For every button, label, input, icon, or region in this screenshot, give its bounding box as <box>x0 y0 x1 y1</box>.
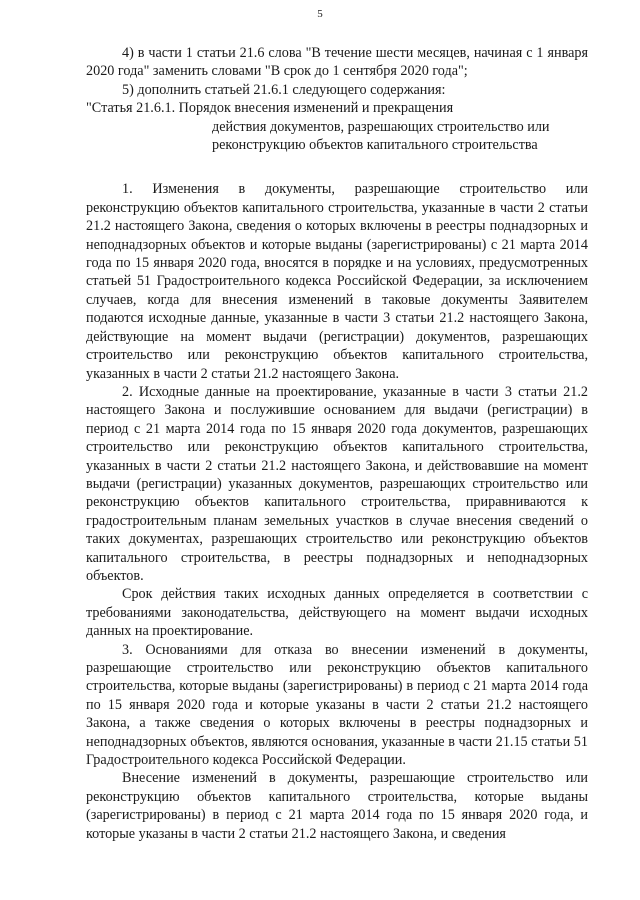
page-number: 5 <box>317 8 323 20</box>
article-heading-title: действия документов, разрешающих строительство или реконструкцию объектов капитального строительства <box>212 118 550 154</box>
article-paragraph-2: 2. Исходные данные на проектирование, указанные в части 3 статьи 21.2 настоящего Закона и послужившие основанием для выдачи (регистрации) в период с 21 марта 2014 года по 15 января 2020 года документов, разрешающих строительство или реконструкцию объектов капитального строительства, указанных в части 2 статьи 21.2 настоящего Закона, и действовавшие на момент выдачи (регистрации) указанных документов, разрешающих строительство или реконструкцию объектов капитального строительства, приравниваются к градостроительным планам земельных участков в случае внесения сведений о таких документах, разрешающих строительство или реконструкцию объектов капитального строительства, в реестры поднадзорных и неподнадзорных объектов. <box>86 383 588 584</box>
article-heading <box>86 99 588 154</box>
article-heading-line1: "Статья 21.6.1. Порядок внесения изменений и прекращения <box>86 100 454 117</box>
article-paragraph-2-validity: Срок действия таких исходных данных определяется в соответствии с требованиями законодательства, действующего на момент выдачи исходных данных на проектирование. <box>86 586 588 640</box>
amendment-item-4: 4) в части 1 статьи 21.6 слова "В течение шести месяцев, начиная с 1 января 2020 года" заменить словами "В срок до 1 сентября 2020 года"; <box>86 45 588 80</box>
article-paragraph-3: 3. Основаниями для отказа во внесении изменений в документы, разрешающие строительство или реконструкцию объектов капитального строительства, которые выданы (зарегистрированы) в период с 21 марта 2014 года по 15 января 2020 года и которые указаны в части 2 статьи 21.2 настоящего Закона, а также сведения о которых включены в реестры поднадзорных и неподнадзорных объектов, являются основания, указанные в части 21.15 статьи 51 Градостроительного кодекса Российской Федерации. <box>86 641 588 769</box>
article-paragraph-1: 1. Изменения в документы, разрешающие строительство или реконструкцию объектов капитального строительства, указанные в части 2 статьи 21.2 настоящего Закона, сведения о которых включены в реестры поднадзорных и неподнадзорных объектов и которые выданы (зарегистрированы) с 21 марта 2014 года по 15 января 2020 года, вносятся в порядке и на условиях, предусмотренных статьей 51 Градостроительного кодекса Российской Федерации, за исключением случаев, когда для внесения изменений в таковые документы Заявителем подаются исходные данные, указанные в части 3 статьи 21.2 настоящего Закона, действующие на момент выдачи (регистрации) документов, разрешающих строительство или реконструкцию объектов капитального строительства, указанных в части 2 статьи 21.2 настоящего Закона. <box>86 181 588 382</box>
article-paragraph-3-continued: Внесение изменений в документы, разрешающие строительство или реконструкцию объектов капитального строительства, которые выданы (зарегистрированы) в период с 21 марта 2014 года по 15 января 2020 года, и которые указаны в части 2 статьи 21.2 настоящего Закона, и сведения <box>86 770 588 842</box>
document-body <box>86 44 588 843</box>
spacer <box>86 154 588 180</box>
amendment-item-5: 5) дополнить статьей 21.6.1 следующего содержания: <box>122 81 446 98</box>
